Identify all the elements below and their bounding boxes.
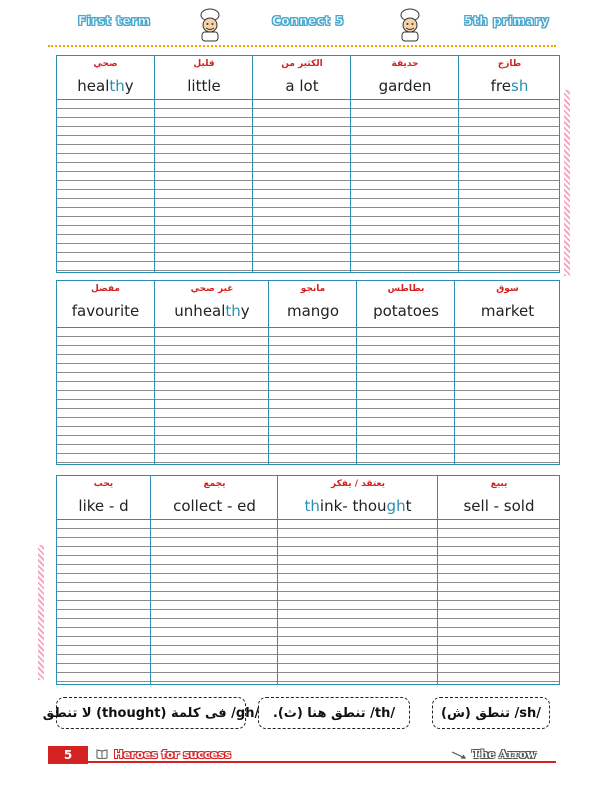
english-word: a lot — [285, 77, 319, 95]
vocab-table-2 — [56, 280, 560, 465]
arabic-meaning: الكثير من — [281, 59, 323, 69]
grade-label: 5th primary — [464, 14, 550, 28]
vocab-column — [268, 281, 357, 464]
arabic-meaning: يحب — [93, 479, 114, 489]
footer-brand-left: Heroes for success — [114, 748, 232, 761]
arabic-meaning: صحي — [93, 59, 118, 69]
page-footer — [48, 746, 556, 764]
page-number: 5 — [48, 746, 88, 764]
english-word: garden — [378, 77, 432, 95]
vocab-column — [57, 476, 150, 684]
english-word: collect - ed — [173, 497, 256, 515]
english-word: think- thought — [304, 497, 412, 515]
arabic-meaning: يجمع — [203, 479, 226, 489]
vocab-column — [252, 56, 351, 272]
vocab-table-1 — [56, 55, 560, 273]
vocab-column — [154, 56, 253, 272]
unit-label: Connect 5 — [272, 14, 345, 28]
english-word: sell - sold — [463, 497, 535, 515]
arabic-meaning: بطاطس — [387, 284, 425, 294]
arabic-meaning: مفضل — [91, 284, 120, 294]
note-gh: /gh/ فى كلمة (thought) لا تنطق — [56, 697, 246, 729]
chef-icon — [197, 8, 223, 42]
english-word: fresh — [490, 77, 529, 95]
arabic-meaning: غير صحي — [190, 284, 234, 294]
vocab-column — [150, 476, 278, 684]
side-decoration — [564, 90, 570, 276]
arabic-meaning: حديقة — [391, 59, 419, 69]
vocab-column — [458, 56, 560, 272]
side-decoration — [38, 545, 44, 680]
header-divider — [48, 45, 556, 47]
english-word: market — [480, 302, 535, 320]
chef-icon — [397, 8, 423, 42]
term-label: First term — [78, 14, 151, 28]
english-word: little — [187, 77, 221, 95]
pronunciation-notes — [0, 697, 612, 737]
arrow-icon — [452, 751, 466, 759]
note-th: /th/ تنطق هنا (ث). — [258, 697, 410, 729]
page-header — [0, 8, 612, 46]
english-word: like - d — [78, 497, 129, 515]
vocab-table-3 — [56, 475, 560, 685]
vocab-column — [154, 281, 269, 464]
vocab-column — [350, 56, 459, 272]
arabic-meaning: سوق — [496, 284, 519, 294]
vocab-column — [277, 476, 438, 684]
footer-bar — [88, 761, 556, 763]
vocab-column — [437, 476, 560, 684]
arabic-meaning: مانجو — [300, 284, 326, 294]
vocab-column — [57, 56, 154, 272]
arabic-meaning: يبيع — [490, 479, 508, 489]
arabic-meaning: يعتقد / يفكر — [330, 479, 386, 489]
vocab-column — [454, 281, 560, 464]
english-word: potatoes — [373, 302, 439, 320]
note-sh: /sh/ تنطق (ش) — [432, 697, 550, 729]
footer-brand-right: The Arrow — [472, 748, 536, 761]
english-word: unhealthy — [174, 302, 250, 320]
arabic-meaning: طازج — [497, 59, 522, 69]
vocab-column — [57, 281, 154, 464]
english-word: mango — [286, 302, 339, 320]
vocab-column — [356, 281, 455, 464]
english-word: favourite — [71, 302, 140, 320]
book-icon — [96, 749, 108, 759]
arabic-meaning: قليل — [193, 59, 215, 69]
english-word: healthy — [77, 77, 134, 95]
